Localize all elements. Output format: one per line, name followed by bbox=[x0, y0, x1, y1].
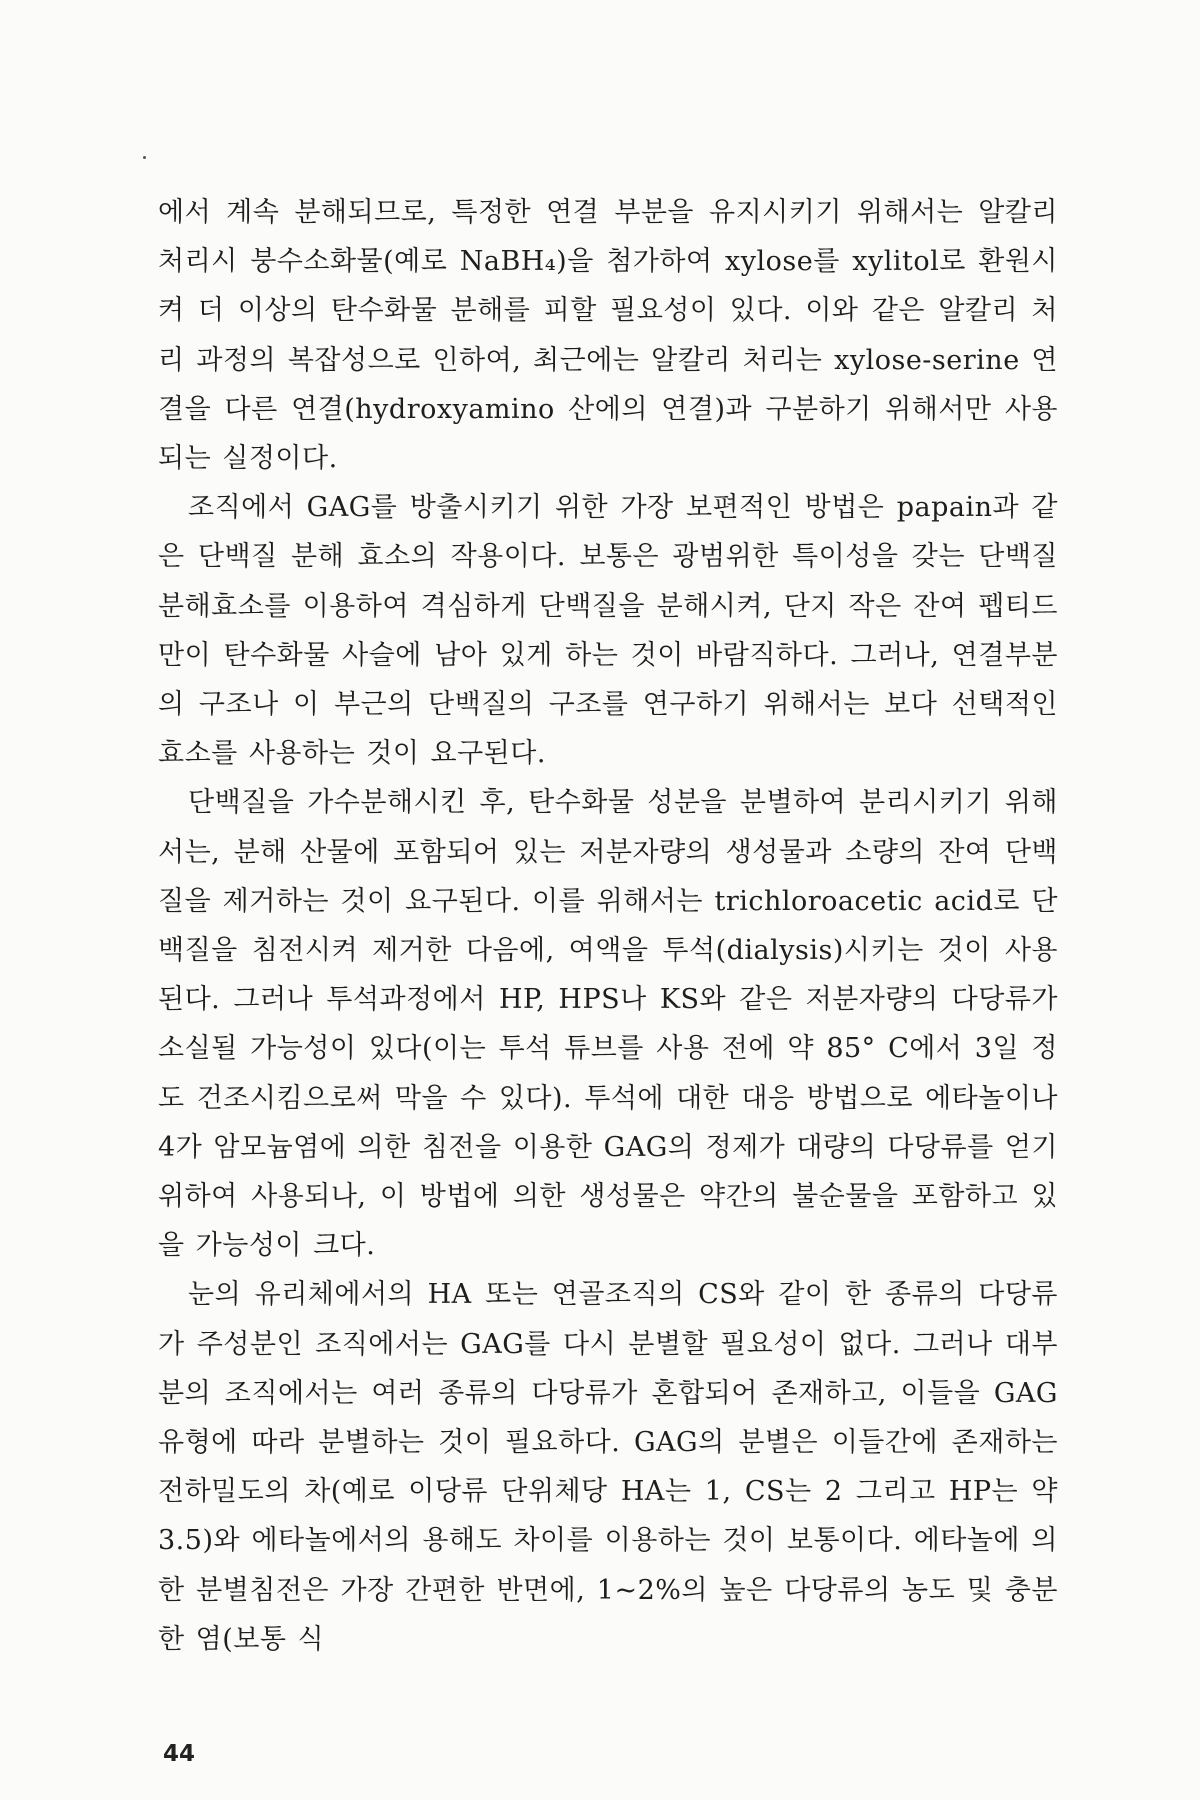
body-text bbox=[158, 188, 1058, 1664]
paragraph-2: 조직에서 GAG를 방출시키기 위한 가장 보편적인 방법은 papain과 같은 단백질 분해 효소의 작용이다. 보통은 광범위한 특이성을 갖는 단백질 분해효소를 이용하여 격심하게 단백질을 분해시켜, 단지 작은 잔여 펩티드만이 탄수화물 사슬에 남아 있게 하는 것이 바람직하다. 그러나, 연결부분의 구조나 이 부근의 단백질의 구조를 연구하기 위해서는 보다 선택적인 효소를 사용하는 것이 요구된다. bbox=[158, 492, 1058, 770]
speck-mark bbox=[143, 156, 146, 159]
paragraph-3: 단백질을 가수분해시킨 후, 탄수화물 성분을 분별하여 분리시키기 위해서는, 분해 산물에 포함되어 있는 저분자량의 생성물과 소량의 잔여 단백질을 제거하는 것이 요구된다. 이를 위해서는 trichloroacetic acid로 단백질을 침전시켜 제거한 다음에, 여액을 투석(dialysis)시키는 것이 사용된다. 그러나 투석과정에서 HP, HPS나 KS와 같은 저분자량의 다당류가 소실될 가능성이 있다(이는 투석 튜브를 사용 전에 약 85° C에서 3일 정도 건조시킴으로써 막을 수 있다). 투석에 대한 대응 방법으로 에타놀이나 4가 암모늄염에 의한 침전을 이용한 GAG의 정제가 대량의 다당류를 얻기 위하여 사용되나, 이 방법에 의한 생성물은 약간의 불순물을 포함하고 있을 가능성이 크다. bbox=[158, 787, 1058, 1262]
paragraph-4: 눈의 유리체에서의 HA 또는 연골조직의 CS와 같이 한 종류의 다당류가 주성분인 조직에서는 GAG를 다시 분별할 필요성이 없다. 그러나 대부분의 조직에서는 여러 종류의 다당류가 혼합되어 존재하고, 이들을 GAG 유형에 따라 분별하는 것이 필요하다. GAG의 분별은 이들간에 존재하는 전하밀도의 차(예로 이당류 단위체당 HA는 1, CS는 2 그리고 HP는 약 3.5)와 에타놀에서의 용해도 차이를 이용하는 것이 보통이다. 에타놀에 의한 분별침전은 가장 간편한 반면에, 1~2%의 높은 다당류의 농도 및 충분한 염(보통 식 bbox=[158, 1279, 1058, 1655]
page-number: 44 bbox=[163, 1741, 196, 1767]
paragraph-1: 에서 계속 분해되므로, 특정한 연결 부분을 유지시키기 위해서는 알칼리 처리시 붕수소화물(예로 NaBH₄)을 첨가하여 xylose를 xylitol로 환원시켜 더 이상의 탄수화물 분해를 피할 필요성이 있다. 이와 같은 알칼리 처리 과정의 복잡성으로 인하여, 최근에는 알칼리 처리는 xylose-serine 연결을 다른 연결(hydroxyamino 산에의 연결)과 구분하기 위해서만 사용되는 실정이다. bbox=[158, 197, 1058, 475]
